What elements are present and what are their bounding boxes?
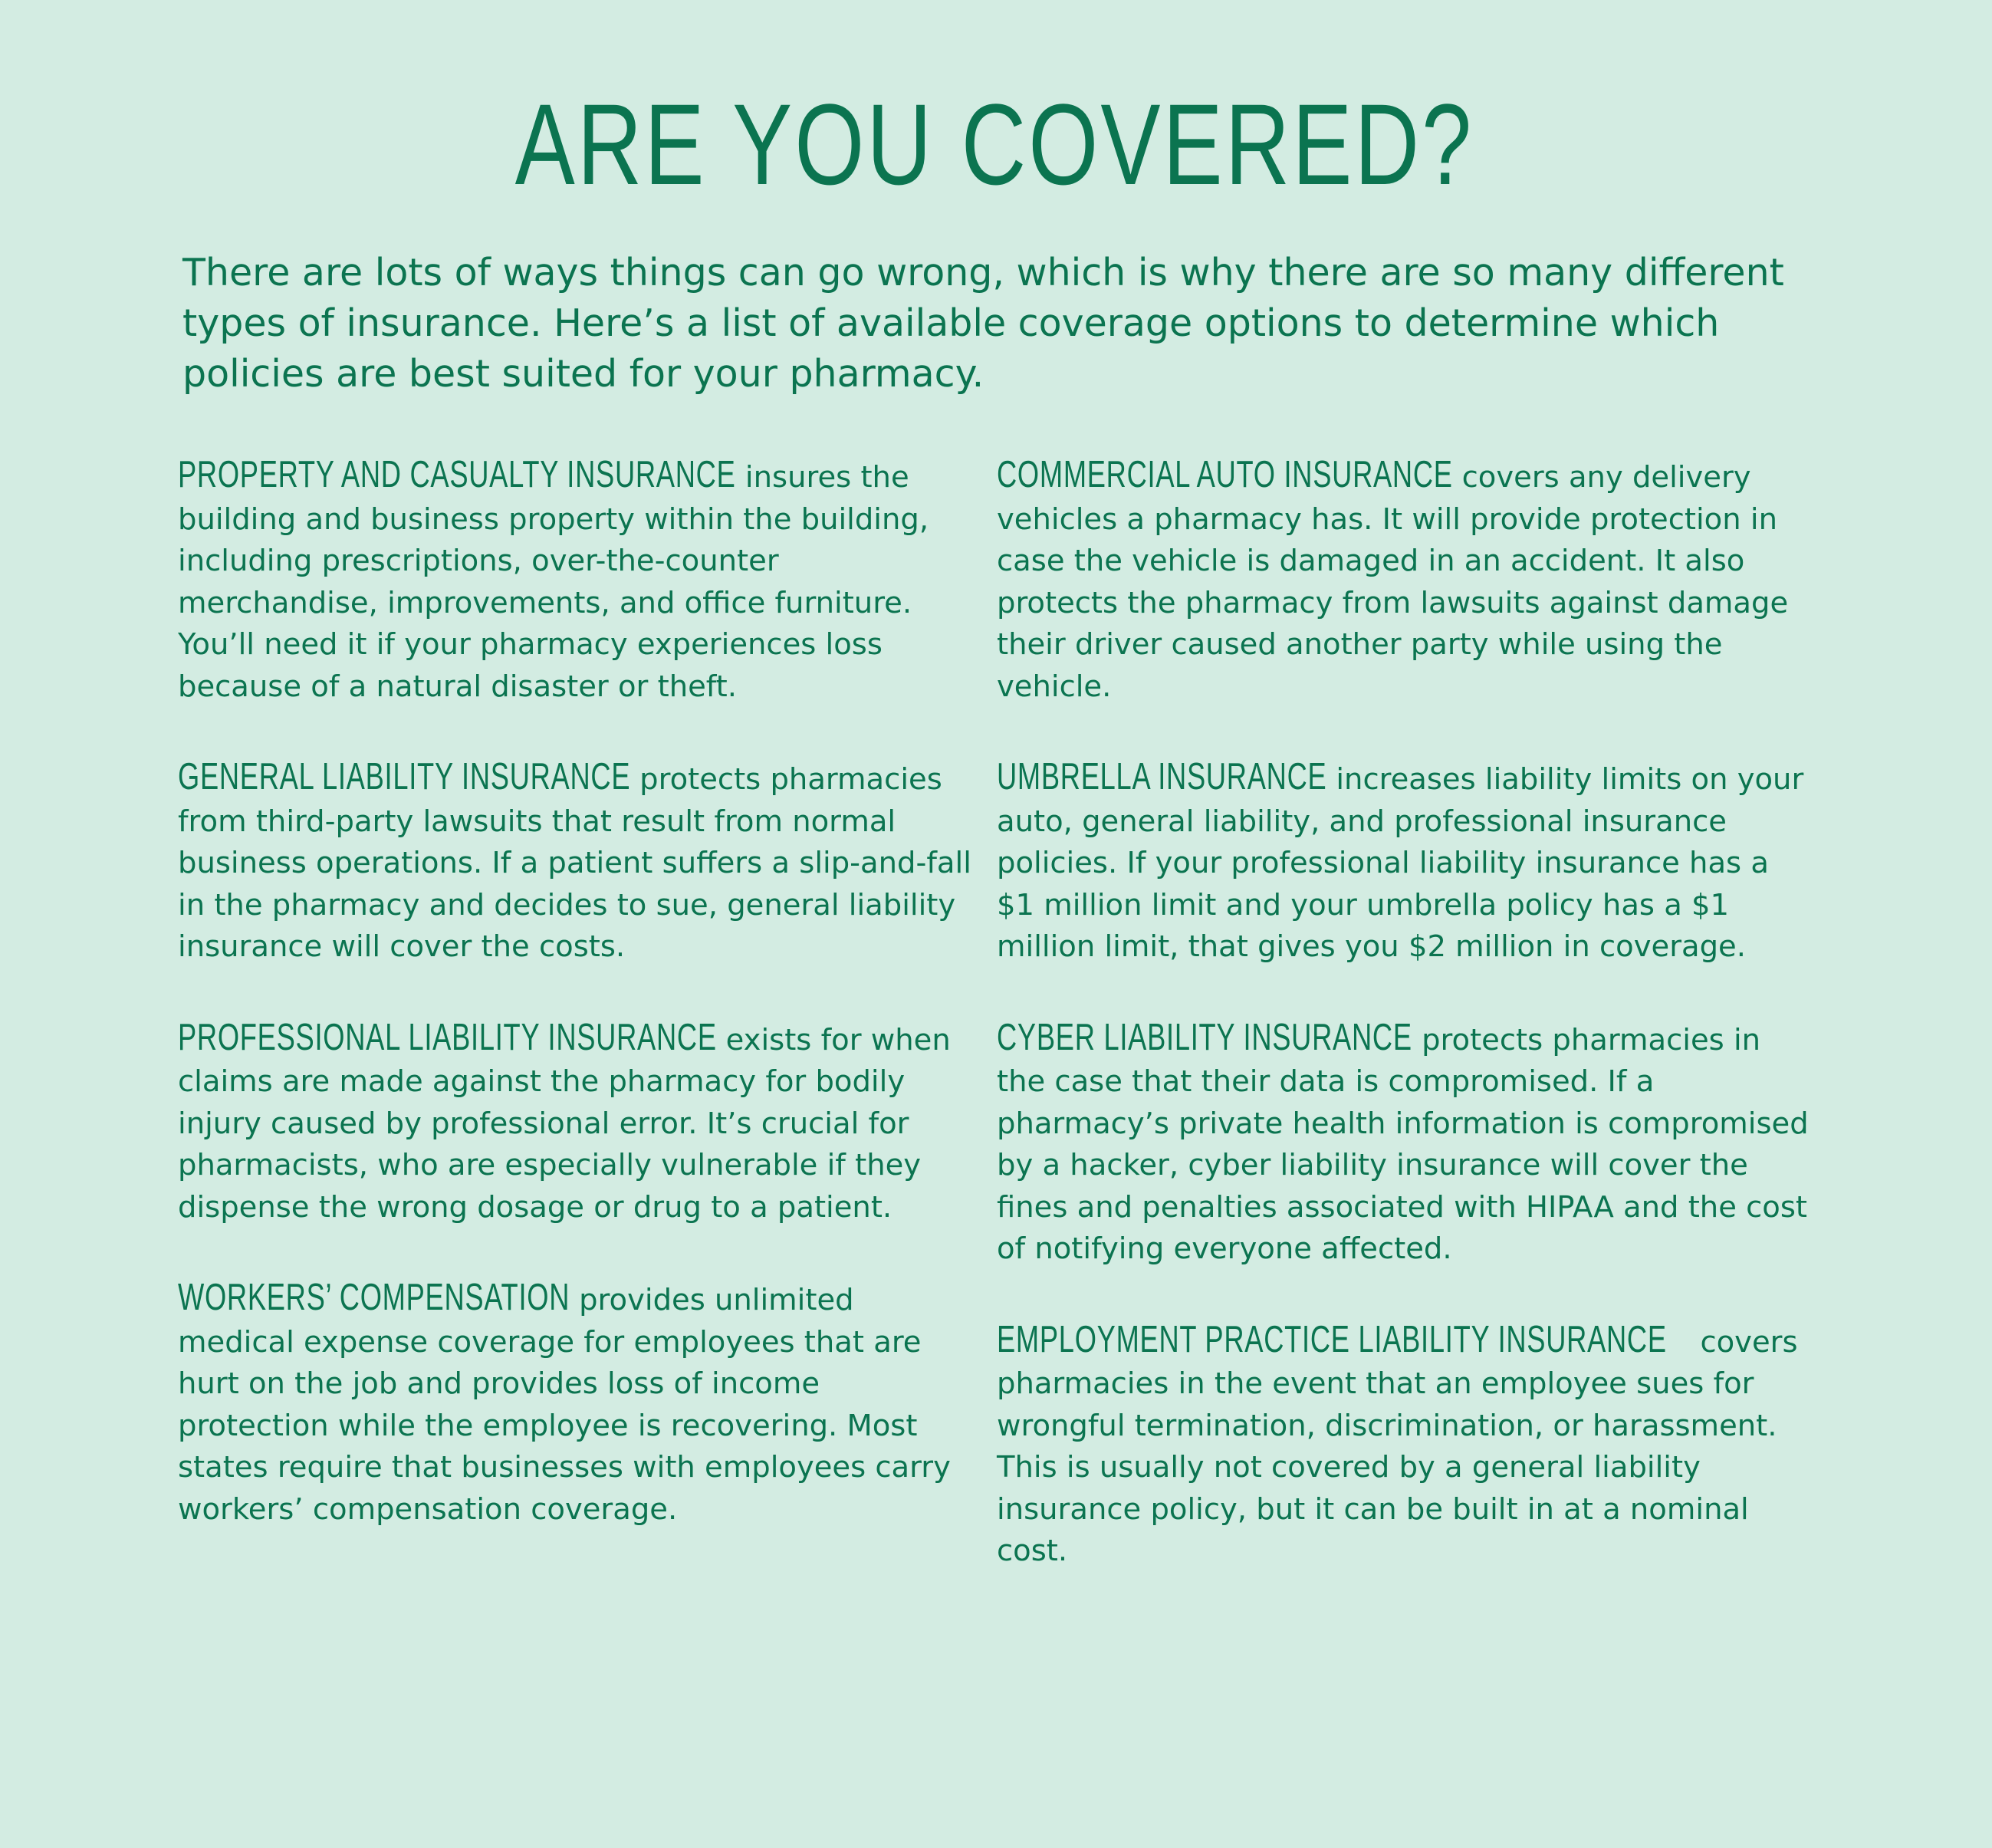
coverage-description: protects pharmacies in the case that their data is compromised. If a pharmacy’s private health information is compromised by a hacker, cyber liability insurance will cover the fines and penalties associated with HIPAA and the cost of notifying everyone affected.	[997, 1022, 1809, 1266]
page-title: ARE YOU COVERED?	[514, 80, 1474, 209]
coverage-heading: UMBRELLA INSURANCE	[997, 756, 1327, 797]
coverage-entry-workers-compensation	[178, 1277, 979, 1531]
coverage-entry-cyber-liability	[997, 1017, 1810, 1271]
coverage-description: covers pharmacies in the event that an employee sues for wrongful termination, discrimination, or harassment. This is usually not covered by a general liability insurance policy, but it can be built in at a nominal cost.	[997, 1324, 1798, 1568]
coverage-description: covers any delivery vehicles a pharmacy has. It will provide protection in case the vehicle is damaged in an accident. It also protects the pharmacy from lawsuits against damage their driver caused another party while using the vehicle.	[997, 460, 1789, 704]
coverage-heading: PROFESSIONAL LIABILITY INSURANCE	[178, 1016, 717, 1058]
coverage-description: increases liability limits on your auto, general liability, and professional insurance policies. If your professional liability insurance has a $1 million limit and your umbrella policy has a $1 million limit, that gives you $2 million in coverage.	[997, 762, 1804, 964]
coverage-heading: COMMERCIAL AUTO INSURANCE	[997, 454, 1453, 495]
coverage-heading: EMPLOYMENT PRACTICE LIABILITY INSURANCE	[997, 1318, 1667, 1360]
coverage-description: protects pharmacies from third-party lawsuits that result from normal business operations. If a patient suffers a slip-and-fall in the pharmacy and decides to sue, general liability insurance will cover the costs.	[178, 762, 971, 964]
coverage-heading: GENERAL LIABILITY INSURANCE	[178, 756, 631, 797]
right-column	[997, 454, 1810, 1573]
intro-paragraph: There are lots of ways things can go wrong, which is why there are so many different types of insurance. Here’s a list of available coverage options to determine which policies are best suited for your pharmacy.	[182, 251, 1784, 396]
left-column	[178, 454, 979, 1531]
coverage-description: exists for when claims are made against the pharmacy for bodily injury caused by professional error. It’s crucial for pharmacists, who are especially vulnerable if they dispense the wrong dosage or drug to a patient.	[178, 1022, 951, 1225]
coverage-entry-umbrella	[997, 756, 1810, 968]
coverage-entry-employment-practice-liability	[997, 1319, 1810, 1573]
coverage-entry-professional-liability	[178, 1017, 979, 1229]
coverage-heading: CYBER LIABILITY INSURANCE	[997, 1016, 1412, 1058]
coverage-heading: WORKERS’ COMPENSATION	[178, 1277, 570, 1318]
coverage-description: insures the building and business property within the building, including prescriptions, over-the-counter merchandise, improvements, and office furniture. You’ll need it if your pharmacy experiences loss because of a natural disaster or theft.	[178, 460, 929, 704]
coverage-entry-property-casualty	[178, 454, 979, 708]
coverage-entry-commercial-auto	[997, 454, 1810, 708]
coverage-heading: PROPERTY AND CASUALTY INSURANCE	[178, 454, 736, 495]
coverage-description: provides unlimited medical expense coverage for employees that are hurt on the job and provides loss of income protection while the employee is recovering. Most states require that businesses with employees carry workers’ compensation coverage.	[178, 1283, 951, 1527]
coverage-entry-general-liability	[178, 756, 979, 968]
